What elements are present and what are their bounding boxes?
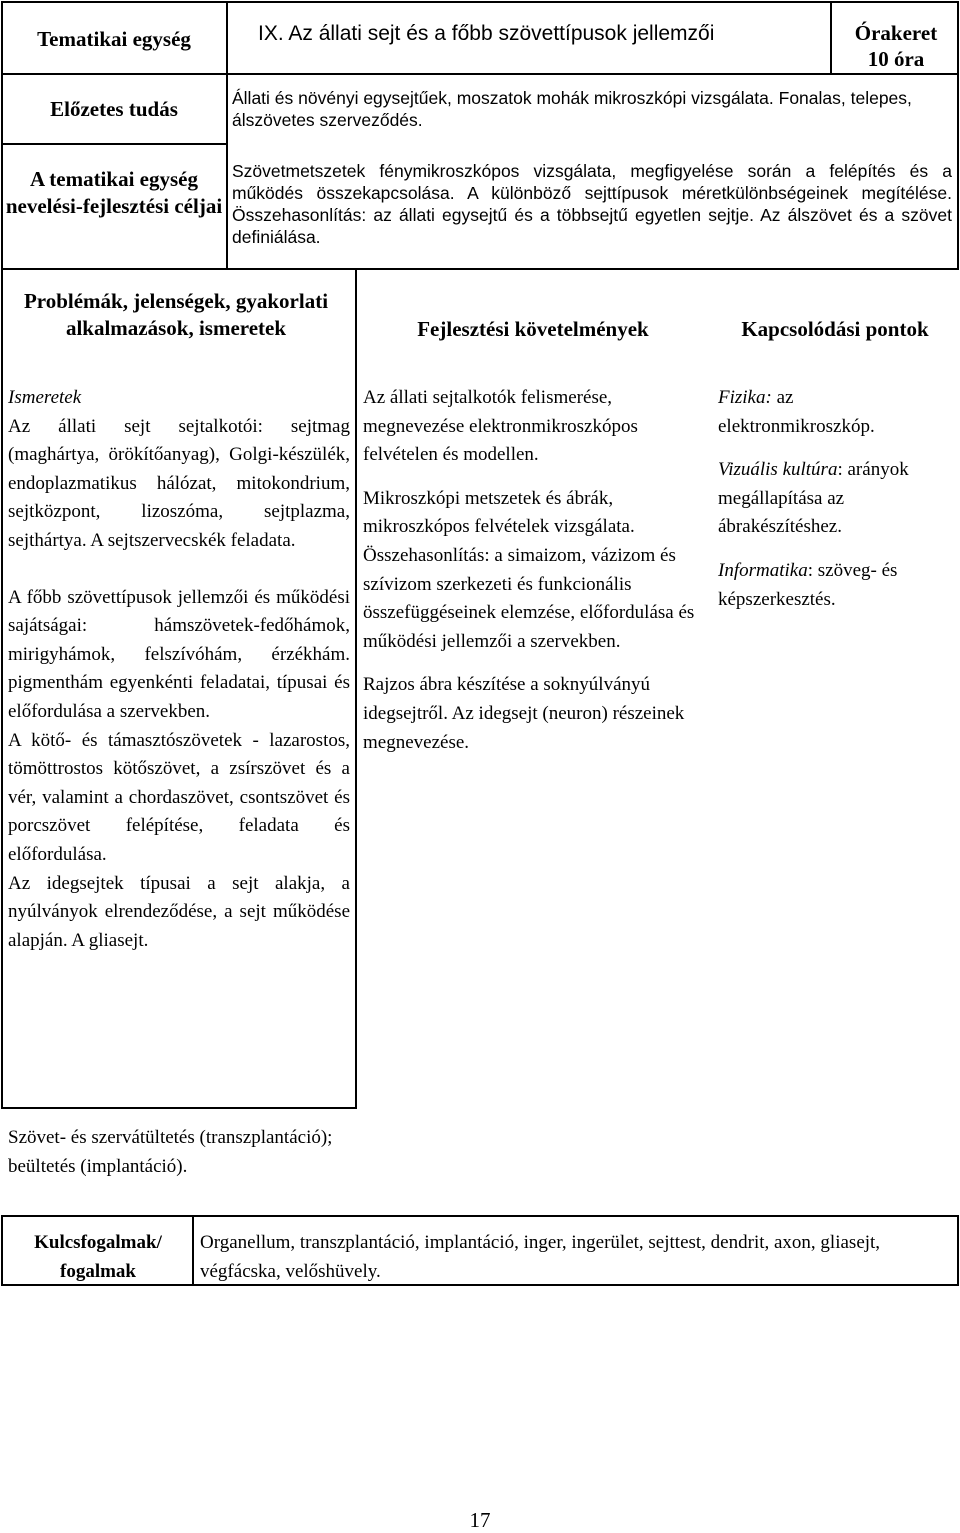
hours-label: Órakeret bbox=[854, 21, 938, 45]
knowledge-paragraph: A főbb szövettípusok jellemzői és működési sajátságai: hámszövetek-fedőhámok, mirigyhámok, felszívóhám, érzékhám. pigmenthám egyenkénti feladatai, típusai és előfordulása a szervekben. bbox=[8, 586, 350, 722]
connection-text: : arányok megállapítása az ábrakészítéshez. bbox=[718, 459, 909, 538]
hours-value: 10 óra bbox=[867, 47, 925, 71]
key-concepts-divider bbox=[192, 1215, 194, 1286]
thematic-unit-label: Tematikai egység bbox=[37, 27, 191, 51]
knowledge-column bbox=[8, 384, 350, 955]
prior-knowledge-text: Állati és növényi egysejtűek, moszatok mohák mikroszkópi vizsgálata. Fonalas, telepes, álszövetes szerveződés. bbox=[232, 88, 912, 130]
goals-row-bottom bbox=[1, 268, 959, 270]
connection-physics bbox=[718, 384, 950, 441]
left-cell-bottom bbox=[1, 1107, 357, 1109]
problems-column-divider bbox=[355, 268, 357, 1108]
header-row-bottom bbox=[1, 73, 959, 75]
knowledge-paragraph: Az idegsejtek típusai a sejt alakja, a nyúlványok elrendeződése, a sejt működése alapján. A gliasejt. bbox=[8, 872, 350, 951]
connection-informatics bbox=[718, 557, 950, 614]
requirement-paragraph: Az állati sejtalkotók felismerése, megnevezése elektronmikroszkópos felvételen és modellen. bbox=[363, 387, 638, 466]
subject-name: Informatika bbox=[718, 559, 808, 581]
connections-column-heading: Kapcsolódási pontok bbox=[741, 317, 929, 341]
subject-name: Fizika: bbox=[718, 387, 772, 408]
problems-column-heading: Problémák, jelenségek, gyakorlati alkalmazások, ismeretek bbox=[23, 289, 329, 340]
connection-visual bbox=[718, 456, 950, 542]
prior-row-bottom-left bbox=[1, 143, 227, 145]
requirements-column-heading: Fejlesztési követelmények bbox=[417, 317, 649, 341]
requirement-paragraph: Mikroszkópi metszetek és ábrák, mikroszkópos felvételek vizsgálata. Összehasonlítás: a simaizom, vázizom és szívizom szerkezeti és funkcionális összefüggéseinek elemzése, előfordulása és működési jellemzői a szervekben. bbox=[363, 487, 695, 652]
transplant-paragraph: Szövet- és szervátültetés (transzplantáció); beültetés (implantáció). bbox=[8, 1127, 333, 1177]
key-concepts-text: Organellum, transzplantáció, implantáció, inger, ingerület, sejttest, dendrit, axon, gliasejt, végfácska, velőshüvely. bbox=[200, 1232, 881, 1282]
unit-title: IX. Az állati sejt és a főbb szövettípusok jellemzői bbox=[258, 22, 715, 45]
table-top-border bbox=[1, 1, 959, 3]
goals-label: A tematikai egység nevelési-fejlesztési céljai bbox=[5, 167, 223, 218]
requirements-column bbox=[363, 384, 703, 757]
subject-name: Vizuális kultúra bbox=[718, 459, 838, 481]
page-number: 17 bbox=[469, 1508, 491, 1532]
knowledge-paragraph: Az állati sejt sejtalkotói: sejtmag (maghártya, örökítőanyag), Golgi-készülék, endoplazmatikus hálózat, mitokondrium, sejtközpont, lizoszóma, sejtplazma, sejthártya. A sejtszervecskék feladata. bbox=[8, 415, 350, 551]
connection-text: : szöveg- és képszerkesztés. bbox=[718, 559, 898, 610]
connections-column bbox=[718, 384, 950, 614]
hours-box bbox=[832, 20, 960, 72]
key-concepts-left bbox=[1, 1215, 3, 1286]
connection-text: az elektronmikroszkóp. bbox=[718, 387, 875, 437]
requirement-paragraph: Rajzos ábra készítése a soknyúlványú idegsejtről. Az idegsejt (neuron) részeinek megnevezése. bbox=[363, 674, 685, 753]
knowledge-heading: Ismeretek bbox=[8, 387, 82, 408]
knowledge-paragraph: A kötő- és támasztószövetek - lazarostos, tömöttrostos kötőszövet, a zsírszövet és a vér, valamint a chordaszövet, csontszövet és porcszövet felépítése, feladata és előfordulása. bbox=[8, 729, 350, 865]
key-concepts-right bbox=[957, 1215, 959, 1286]
prior-knowledge-label: Előzetes tudás bbox=[50, 97, 178, 121]
key-concepts-top bbox=[1, 1215, 959, 1217]
key-concepts-label: Kulcsfogalmak/ fogalmak bbox=[34, 1232, 162, 1282]
goals-text: Szövetmetszetek fénymikroszkópos vizsgálata, megfigyelése során a felépítés és a működés összekapcsolása. A különböző sejttípusok méretkülönbségeinek megítélése. Összehasonlítás: az állati egysejtű és a többsejtű egyetlen sejtje. Az álszövet és a szövet definiálása. bbox=[232, 161, 952, 247]
